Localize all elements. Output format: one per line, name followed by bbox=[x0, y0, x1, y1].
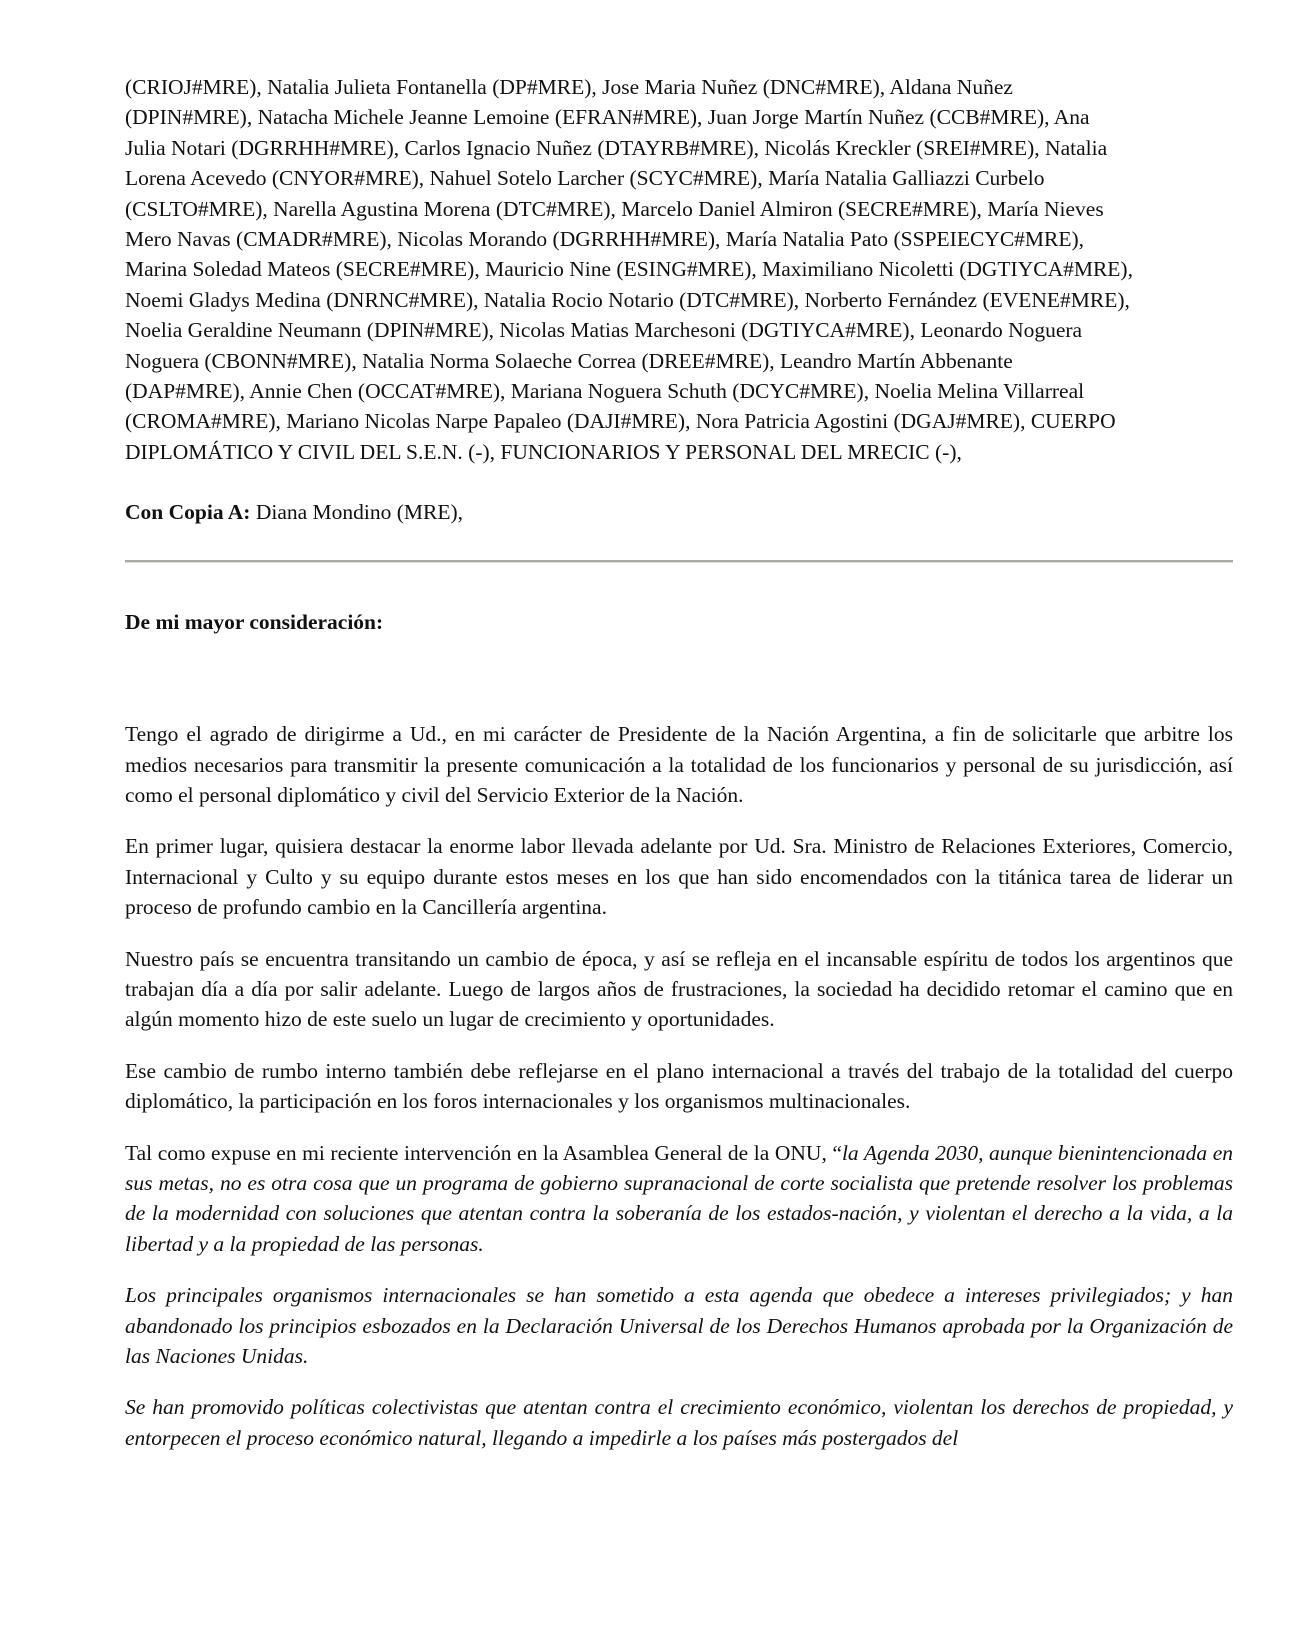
recipients-line: (DPIN#MRE), Natacha Michele Jeanne Lemoine (EFRAN#MRE), Juan Jorge Martín Nuñez (CCB#MRE), Ana bbox=[125, 105, 1090, 130]
horizontal-divider bbox=[125, 560, 1233, 563]
recipients-line: Lorena Acevedo (CNYOR#MRE), Nahuel Sotelo Larcher (SCYC#MRE), María Natalia Galliazzi Curbelo bbox=[125, 166, 1045, 191]
recipients-line: (DAP#MRE), Annie Chen (OCCAT#MRE), Mariana Noguera Schuth (DCYC#MRE), Noelia Melina Villarreal bbox=[125, 379, 1085, 404]
letter-body bbox=[125, 719, 1233, 1453]
quote-text: la Agenda 2030, aunque bienintencionada en sus metas, no es otra cosa que un programa de gobierno supranacional de corte socialista que pretende resolver los problemas de la modernidad con soluciones que atentan contra la soberanía de los estados-nación, y violentan el derecho a la vida, a la libertad y a la propiedad de las personas. bbox=[125, 1140, 1234, 1256]
body-paragraph: Nuestro país se encuentra transitando un cambio de época, y así se refleja en el incansable espíritu de todos los argentinos que trabajan día a día por salir adelante. Luego de largos años de frustraciones, la sociedad ha decidido retomar el camino que en algún momento hizo de este suelo un lugar de crecimiento y oportunidades. bbox=[125, 946, 1233, 1032]
recipients-line: (CRIOJ#MRE), Natalia Julieta Fontanella (DP#MRE), Jose Maria Nuñez (DNC#MRE), Aldana Nuñez bbox=[125, 75, 1013, 99]
cc-line bbox=[125, 497, 1233, 527]
salutation: De mi mayor consideración: bbox=[125, 609, 384, 634]
body-paragraph-quote: Los principales organismos internacionales se han sometido a esta agenda que obedece a intereses privilegiados; y han abandonado los principios esbozados en la Declaración Universal de los Derechos Humanos aprobada por la Organización de las Naciones Unidas. bbox=[125, 1283, 1233, 1368]
recipients-line: Noguera (CBONN#MRE), Natalia Norma Solaeche Correa (DREE#MRE), Leandro Martín Abbenante bbox=[125, 348, 1013, 373]
cc-value: Diana Mondino (MRE), bbox=[250, 500, 464, 525]
recipients-line: Noelia Geraldine Neumann (DPIN#MRE), Nicolas Matias Marchesoni (DGTIYCA#MRE), Leonardo Noguera bbox=[125, 318, 1083, 343]
body-paragraph: Tengo el agrado de dirigirme a Ud., en mi carácter de Presidente de la Nación Argentina, a fin de solicitarle que arbitre los medios necesarios para transmitir la presente comunicación a la totalidad de los funcionarios y personal de su jurisdicción, así como el personal diplomático y civil del Servicio Exterior de la Nación. bbox=[125, 722, 1233, 807]
recipients-line: (CSLTO#MRE), Narella Agustina Morena (DTC#MRE), Marcelo Daniel Almiron (SECRE#MRE), María Nieves bbox=[125, 196, 1104, 221]
body-paragraph-quote-intro bbox=[125, 1138, 1233, 1260]
body-paragraph: En primer lugar, quisiera destacar la enorme labor llevada adelante por Ud. Sra. Ministro de Relaciones Exteriores, Comercio, Internacional y Culto y su equipo durante estos meses en los que han sido encomendados con la titánica tarea de liderar un proceso de profundo cambio en la Cancillería argentina. bbox=[125, 834, 1233, 920]
document-page bbox=[125, 72, 1233, 1474]
recipients-list bbox=[125, 72, 1233, 467]
recipients-line: Mero Navas (CMADR#MRE), Nicolas Morando (DGRRHH#MRE), María Natalia Pato (SSPEIECYC#MRE), bbox=[125, 227, 1085, 252]
recipients-line: Julia Notari (DGRRHH#MRE), Carlos Ignacio Nuñez (DTAYRB#MRE), Nicolás Kreckler (SREI#MRE), Natalia bbox=[125, 135, 1108, 160]
recipients-line: (CROMA#MRE), Mariano Nicolas Narpe Papaleo (DAJI#MRE), Nora Patricia Agostini (DGAJ#MRE), CUERPO bbox=[125, 409, 1116, 434]
recipients-line: Noemi Gladys Medina (DNRNC#MRE), Natalia Rocio Notario (DTC#MRE), Norberto Fernández (EVENE#MRE), bbox=[125, 287, 1130, 312]
body-paragraph-quote: Se han promovido políticas colectivistas que atentan contra el crecimiento económico, violentan los derechos de propiedad, y entorpecen el proceso económico natural, llegando a impedirle a los países más postergados del bbox=[125, 1395, 1233, 1450]
quote-intro-text: Tal como expuse en mi reciente intervención en la Asamblea General de la ONU, “ bbox=[125, 1140, 842, 1165]
recipients-line: Marina Soledad Mateos (SECRE#MRE), Mauricio Nine (ESING#MRE), Maximiliano Nicoletti (DGTIYCA#MRE), bbox=[125, 257, 1133, 282]
body-paragraph: Ese cambio de rumbo interno también debe reflejarse en el plano internacional a través del trabajo de la totalidad del cuerpo diplomático, la participación en los foros internacionales y los organismos multinacionales. bbox=[125, 1058, 1233, 1114]
recipients-line: DIPLOMÁTICO Y CIVIL DEL S.E.N. (-), FUNCIONARIOS Y PERSONAL DEL MRECIC (-), bbox=[125, 439, 962, 464]
cc-label: Con Copia A: bbox=[125, 500, 251, 525]
